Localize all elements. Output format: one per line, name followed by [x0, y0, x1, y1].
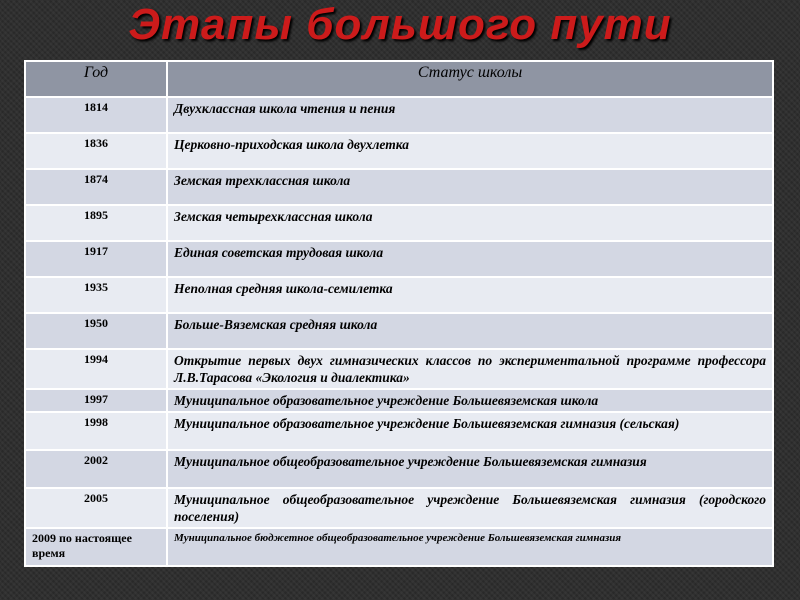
status-cell: Муниципальное бюджетное общеобразовательное учреждение Большевяземская гимназия	[167, 528, 773, 566]
column-header-status: Статус школы	[167, 61, 773, 97]
year-cell: 1917	[25, 241, 167, 277]
table-row	[25, 277, 773, 313]
status-cell: Муниципальное общеобразовательное учреждение Большевяземская гимназия	[167, 450, 773, 488]
year-cell: 1998	[25, 412, 167, 450]
table-row	[25, 349, 773, 389]
year-cell: 1950	[25, 313, 167, 349]
year-cell: 1836	[25, 133, 167, 169]
table-row	[25, 241, 773, 277]
status-cell: Двухклассная школа чтения и пения	[167, 97, 773, 133]
column-header-year: Год	[25, 61, 167, 97]
year-cell: 1814	[25, 97, 167, 133]
table-row	[25, 97, 773, 133]
table-header-row	[25, 61, 773, 97]
year-cell: 1874	[25, 169, 167, 205]
page-title: Этапы большого пути	[128, 0, 672, 49]
table-row	[25, 488, 773, 528]
year-cell: 1895	[25, 205, 167, 241]
table-row	[25, 450, 773, 488]
status-cell: Муниципальное образовательное учреждение Большевяземская гимназия (сельская)	[167, 412, 773, 450]
status-cell: Церковно-приходская школа двухлетка	[167, 133, 773, 169]
year-cell: 1935	[25, 277, 167, 313]
year-cell: 1997	[25, 389, 167, 412]
table-row	[25, 133, 773, 169]
table-row	[25, 205, 773, 241]
status-cell: Открытие первых двух гимназических классов по экспериментальной программе профессора Л.В.Тарасова «Экология и диалектика»	[167, 349, 773, 389]
status-cell: Земская четырехклассная школа	[167, 205, 773, 241]
table-row	[25, 169, 773, 205]
status-cell: Больше-Вяземская средняя школа	[167, 313, 773, 349]
year-cell: 2002	[25, 450, 167, 488]
table-row	[25, 389, 773, 412]
table-row	[25, 412, 773, 450]
table-row	[25, 528, 773, 566]
status-cell: Муниципальное образовательное учреждение Большевяземская школа	[167, 389, 773, 412]
status-cell: Неполная средняя школа-семилетка	[167, 277, 773, 313]
year-cell: 2009 по настоящее время	[25, 528, 167, 566]
status-cell: Единая советская трудовая школа	[167, 241, 773, 277]
table-row	[25, 313, 773, 349]
status-cell: Земская трехклассная школа	[167, 169, 773, 205]
year-cell: 1994	[25, 349, 167, 389]
status-cell: Муниципальное общеобразовательное учреждение Большевяземская гимназия (городского поселения)	[167, 488, 773, 528]
school-history-table	[24, 60, 774, 567]
year-cell: 2005	[25, 488, 167, 528]
